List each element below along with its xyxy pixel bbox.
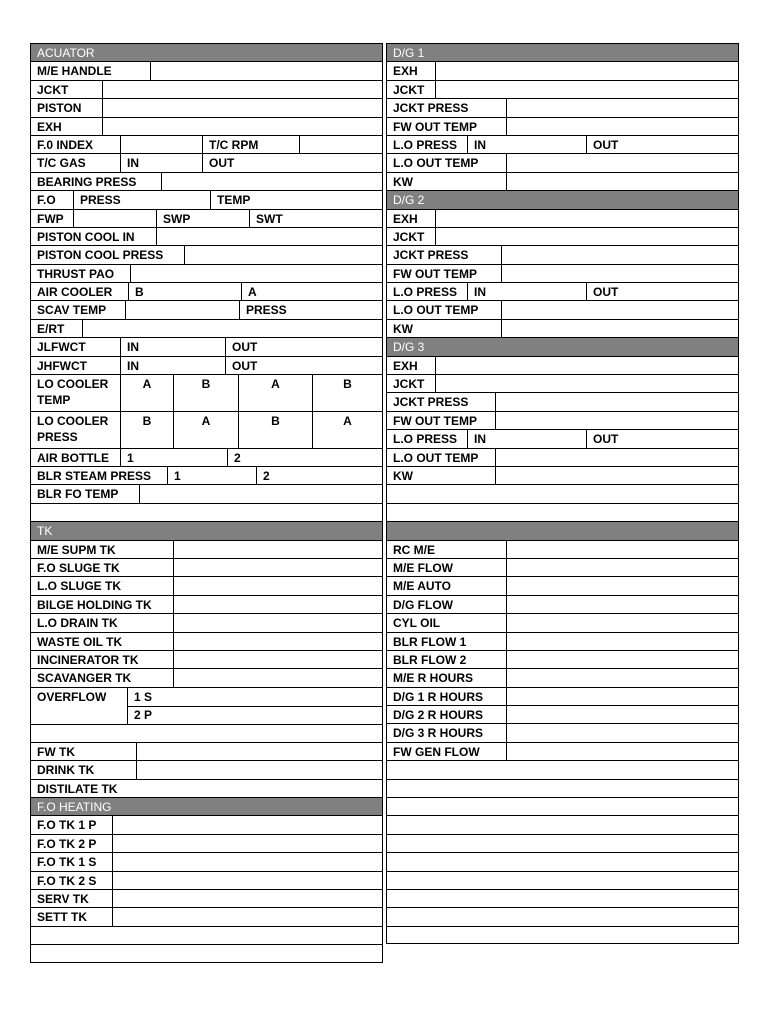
flow-row xyxy=(387,742,738,760)
fo-heating-label: SETT TK xyxy=(37,910,87,925)
air-cooler-b-label: B xyxy=(128,283,241,300)
blank-row[interactable] xyxy=(387,797,738,815)
jlfwct-out-label: OUT xyxy=(225,338,382,355)
dg3-lo-out-temp-field[interactable] xyxy=(495,449,738,466)
dg3-lo-press-in-label: IN xyxy=(467,430,586,447)
flow-label: M/E AUTO xyxy=(393,579,452,594)
jckt-label: JCKT xyxy=(37,82,69,97)
blank-row[interactable] xyxy=(31,724,382,742)
dg3-title: D/G 3 xyxy=(393,340,425,355)
overflow-1s-label: 1 S xyxy=(127,688,382,706)
flow-label: M/E FLOW xyxy=(393,560,453,575)
dg2-lo-press-row xyxy=(387,282,738,300)
tank-field[interactable] xyxy=(173,633,382,650)
lo-cooler-temp-row xyxy=(31,374,382,411)
dg2-jckt-row xyxy=(387,227,738,245)
fo-temp-label: TEMP xyxy=(210,191,382,208)
dg3-lo-press-label: L.O PRESS xyxy=(393,432,458,447)
swp-label: SWP xyxy=(156,210,249,227)
dg1-title: D/G 1 xyxy=(393,46,425,60)
fo-heating-label: F.O TK 1 S xyxy=(37,855,97,870)
bearing-press-label: BEARING PRESS xyxy=(37,174,137,189)
ert-field[interactable] xyxy=(82,320,382,337)
fo-index-row xyxy=(31,135,382,153)
swt-label: SWT xyxy=(249,210,382,227)
dg3-kw-field[interactable] xyxy=(495,467,738,484)
me-handle-label: M/E HANDLE xyxy=(37,64,112,79)
exh-label: EXH xyxy=(37,119,62,134)
tank-row xyxy=(31,576,382,594)
dg1-jckt-press-row xyxy=(387,98,738,116)
lo-cooler-press-col-1: B xyxy=(120,412,173,448)
blr-steam-press-label: BLR STEAM PRESS xyxy=(37,469,152,484)
dg3-kw-row xyxy=(387,466,738,484)
lo-cooler-press-label-line2: PRESS xyxy=(37,429,78,444)
air-bottle-row xyxy=(31,448,382,466)
blank-row[interactable] xyxy=(31,926,382,944)
blank-row[interactable] xyxy=(387,907,738,925)
dg1-lo-press-in-label: IN xyxy=(467,136,586,153)
fo-label: F.O xyxy=(37,193,56,208)
flow-row xyxy=(387,540,738,558)
dg3-fw-out-temp-field[interactable] xyxy=(495,412,738,429)
jhfwct-row xyxy=(31,356,382,374)
dg2-fw-out-temp-field[interactable] xyxy=(501,265,738,282)
dg1-jckt-press-field[interactable] xyxy=(506,99,738,116)
blank-row[interactable] xyxy=(387,760,738,778)
tank-row xyxy=(31,540,382,558)
fo-heating-field[interactable] xyxy=(112,908,382,925)
flow-label: BLR FLOW 1 xyxy=(393,634,467,649)
tank-label: L.O SLUGE TK xyxy=(37,579,121,594)
dg3-jckt-label: JCKT xyxy=(393,377,425,392)
fo-row xyxy=(31,190,382,208)
flow-field[interactable] xyxy=(506,541,738,558)
fo-index-label: F.0 INDEX xyxy=(37,137,94,152)
tank-row xyxy=(31,632,382,650)
air-bottle-label: AIR BOTTLE xyxy=(37,450,109,465)
scav-temp-field[interactable] xyxy=(125,301,239,318)
tank-field[interactable] xyxy=(173,596,382,613)
flow-row xyxy=(387,705,738,723)
exh-row xyxy=(31,117,382,135)
flow-row xyxy=(387,668,738,686)
flow-field[interactable] xyxy=(506,669,738,686)
dg1-lo-out-temp-field[interactable] xyxy=(506,154,738,171)
fo-heating-title: F.O HEATING xyxy=(37,800,112,815)
jhfwct-out-label: OUT xyxy=(225,357,382,374)
fwp-row xyxy=(31,209,382,227)
tc-rpm-label: T/C RPM xyxy=(202,136,299,153)
tank-label: F.O SLUGE TK xyxy=(37,560,120,575)
tank-label: INCINERATOR TK xyxy=(37,652,139,667)
dg3-exh-row xyxy=(387,356,738,374)
dg1-lo-press-out-label: OUT xyxy=(586,136,738,153)
dg1-kw-label: KW xyxy=(393,174,413,189)
dg2-jckt-press-row xyxy=(387,245,738,263)
dg1-kw-row xyxy=(387,172,738,190)
jckt-field[interactable] xyxy=(102,81,382,98)
piston-cool-press-label: PISTON COOL PRESS xyxy=(37,248,164,263)
piston-cool-in-label: PISTON COOL IN xyxy=(37,229,135,244)
dg2-lo-out-temp-row xyxy=(387,300,738,318)
fo-heating-label: SERV TK xyxy=(37,892,89,907)
tc-gas-in-label: IN xyxy=(120,154,202,171)
lo-cooler-temp-col-2: B xyxy=(173,375,238,411)
dg1-section-header xyxy=(387,43,738,61)
tk-title: TK xyxy=(37,524,53,539)
blank-row[interactable] xyxy=(387,852,738,870)
flow-label: CYL OIL xyxy=(393,616,441,631)
blank-row[interactable] xyxy=(387,926,738,944)
blank-row[interactable] xyxy=(387,834,738,852)
piston-field[interactable] xyxy=(102,99,382,116)
dg1-fw-out-temp-row xyxy=(387,117,738,135)
blank-row[interactable] xyxy=(31,503,382,521)
dg3-jckt-press-row xyxy=(387,392,738,410)
scav-press-label: PRESS xyxy=(239,301,382,318)
blank-row[interactable] xyxy=(31,944,382,962)
tank-row xyxy=(31,668,382,686)
dg1-exh-label: EXH xyxy=(393,64,418,79)
dg1-jckt-field[interactable] xyxy=(435,81,738,98)
lo-cooler-press-row xyxy=(31,411,382,448)
dg3-exh-label: EXH xyxy=(393,358,418,373)
dg3-section-header xyxy=(387,337,738,355)
dg2-title: D/G 2 xyxy=(393,193,425,208)
fo-heating-row xyxy=(31,852,382,870)
dg3-jckt-field[interactable] xyxy=(435,375,738,392)
flow-label: D/G FLOW xyxy=(393,597,453,612)
actuator-section-header xyxy=(31,43,382,61)
dg2-lo-out-temp-label: L.O OUT TEMP xyxy=(393,303,479,318)
lo-cooler-press-label-line1: LO COOLER xyxy=(37,413,109,428)
scav-temp-row xyxy=(31,300,382,318)
flow-field[interactable] xyxy=(506,633,738,650)
dg3-exh-field[interactable] xyxy=(435,357,738,374)
piston-cool-in-row xyxy=(31,227,382,245)
blank-row[interactable] xyxy=(387,889,738,907)
fo-heating-field[interactable] xyxy=(112,872,382,889)
fw-tk-label: FW TK xyxy=(37,744,75,759)
tk-section-header xyxy=(31,521,382,539)
me-handle-row xyxy=(31,61,382,79)
blr-steam-2-label: 2 xyxy=(256,467,382,484)
tc-gas-label: T/C GAS xyxy=(37,156,86,171)
bearing-press-field[interactable] xyxy=(161,173,382,190)
tank-label: BILGE HOLDING TK xyxy=(37,597,152,612)
jlfwct-label: JLFWCT xyxy=(37,340,86,355)
tc-gas-row xyxy=(31,153,382,171)
flow-title xyxy=(387,522,738,539)
piston-cool-press-row xyxy=(31,245,382,263)
dg2-jckt-press-label: JCKT PRESS xyxy=(393,248,469,263)
flow-row xyxy=(387,650,738,668)
overflow-row xyxy=(31,687,382,724)
ert-label: E/RT xyxy=(37,321,65,336)
tank-label: M/E SUPM TK xyxy=(37,542,116,557)
blr-fo-temp-label: BLR FO TEMP xyxy=(37,487,119,502)
fo-heating-row xyxy=(31,834,382,852)
distilate-tk-label: DISTILATE TK xyxy=(37,781,118,796)
jhfwct-label: JHFWCT xyxy=(37,358,87,373)
exh-field[interactable] xyxy=(102,118,382,135)
lo-cooler-temp-label-line2: TEMP xyxy=(37,393,71,408)
jckt-row xyxy=(31,80,382,98)
flow-label: D/G 2 R HOURS xyxy=(393,708,484,723)
flow-field[interactable] xyxy=(506,706,738,723)
fo-heating-section-header xyxy=(31,797,382,815)
flow-field[interactable] xyxy=(506,743,738,760)
lo-cooler-press-col-3: B xyxy=(238,412,312,448)
jlfwct-in-label: IN xyxy=(120,338,225,355)
flow-row xyxy=(387,558,738,576)
tank-field[interactable] xyxy=(173,614,382,631)
dg1-kw-field[interactable] xyxy=(506,173,738,190)
tank-row xyxy=(31,595,382,613)
dg1-lo-press-label: L.O PRESS xyxy=(393,137,458,152)
fo-heating-row xyxy=(31,889,382,907)
blank-row[interactable] xyxy=(387,484,738,502)
fo-press-label: PRESS xyxy=(73,191,210,208)
ert-row xyxy=(31,319,382,337)
air-bottle-2-label: 2 xyxy=(227,449,382,466)
fo-index-field[interactable] xyxy=(120,136,202,153)
air-bottle-1-label: 1 xyxy=(120,449,227,466)
flow-field[interactable] xyxy=(506,596,738,613)
dg2-lo-press-label: L.O PRESS xyxy=(393,285,458,300)
fw-tk-field[interactable] xyxy=(136,743,382,760)
dg1-lo-out-temp-row xyxy=(387,153,738,171)
flow-row xyxy=(387,576,738,594)
dg2-jckt-label: JCKT xyxy=(393,229,425,244)
dg2-lo-out-temp-field[interactable] xyxy=(501,301,738,318)
dg3-fw-out-temp-row xyxy=(387,411,738,429)
flow-label: D/G 1 R HOURS xyxy=(393,689,484,704)
air-cooler-a-label: A xyxy=(241,283,382,300)
dg2-lo-press-out-label: OUT xyxy=(586,283,738,300)
tank-field[interactable] xyxy=(173,559,382,576)
dg2-exh-row xyxy=(387,209,738,227)
distilate-tk-row xyxy=(31,779,382,797)
flow-label: D/G 3 R HOURS xyxy=(393,726,484,741)
fo-heating-label: F.O TK 1 P xyxy=(37,818,97,833)
dg1-lo-out-temp-label: L.O OUT TEMP xyxy=(393,156,479,171)
fo-heating-row xyxy=(31,871,382,889)
dg2-kw-label: KW xyxy=(393,321,413,336)
flow-row xyxy=(387,723,738,741)
flow-field[interactable] xyxy=(506,559,738,576)
dg2-fw-out-temp-row xyxy=(387,264,738,282)
fo-heating-row xyxy=(31,907,382,925)
dg1-jckt-row xyxy=(387,80,738,98)
piston-cool-in-field[interactable] xyxy=(156,228,382,245)
flow-row xyxy=(387,613,738,631)
blr-fo-temp-field[interactable] xyxy=(139,485,382,502)
tank-label: L.O DRAIN TK xyxy=(37,616,118,631)
flow-row xyxy=(387,632,738,650)
fo-heating-field[interactable] xyxy=(112,890,382,907)
jhfwct-in-label: IN xyxy=(120,357,225,374)
tc-gas-out-label: OUT xyxy=(202,154,382,171)
lo-cooler-temp-col-4: B xyxy=(312,375,382,411)
dg1-jckt-label: JCKT xyxy=(393,82,425,97)
flow-row xyxy=(387,595,738,613)
dg1-exh-field[interactable] xyxy=(435,62,738,79)
flow-field[interactable] xyxy=(506,688,738,705)
blank-row[interactable] xyxy=(387,871,738,889)
fo-heating-field[interactable] xyxy=(112,816,382,833)
actuator-title: ACUATOR xyxy=(37,46,95,60)
tank-label: SCAVANGER TK xyxy=(37,671,132,686)
overflow-label: OVERFLOW xyxy=(37,689,107,704)
tc-rpm-field[interactable] xyxy=(299,136,382,153)
tank-row xyxy=(31,613,382,631)
tank-row xyxy=(31,650,382,668)
flow-row xyxy=(387,687,738,705)
dg1-jckt-press-label: JCKT PRESS xyxy=(393,101,469,116)
air-cooler-label: AIR COOLER xyxy=(37,285,113,300)
flow-label: BLR FLOW 2 xyxy=(393,652,467,667)
dg1-lo-press-row xyxy=(387,135,738,153)
drink-tk-row xyxy=(31,760,382,778)
dg3-lo-press-out-label: OUT xyxy=(586,430,738,447)
flow-field[interactable] xyxy=(506,724,738,741)
dg2-jckt-field[interactable] xyxy=(435,228,738,245)
dg2-lo-press-in-label: IN xyxy=(467,283,586,300)
fo-heating-field[interactable] xyxy=(112,853,382,870)
tank-row xyxy=(31,558,382,576)
lo-cooler-press-col-4: A xyxy=(312,412,382,448)
blr-fo-temp-row xyxy=(31,484,382,502)
lo-cooler-press-label xyxy=(31,412,120,448)
dg3-fw-out-temp-label: FW OUT TEMP xyxy=(393,413,477,428)
blr-steam-press-row xyxy=(31,466,382,484)
dg2-exh-field[interactable] xyxy=(435,210,738,227)
blank-row[interactable] xyxy=(387,779,738,797)
fo-heating-label: F.O TK 2 S xyxy=(37,873,97,888)
flow-label: FW GEN FLOW xyxy=(393,744,480,759)
lo-cooler-press-col-2: A xyxy=(173,412,238,448)
flow-field[interactable] xyxy=(506,651,738,668)
dg3-jckt-press-label: JCKT PRESS xyxy=(393,395,469,410)
tank-field[interactable] xyxy=(173,651,382,668)
dg3-kw-label: KW xyxy=(393,468,413,483)
flow-label: M/E R HOURS xyxy=(393,671,474,686)
tank-field[interactable] xyxy=(173,669,382,686)
piston-cool-press-field[interactable] xyxy=(184,246,382,263)
thrust-pao-field[interactable] xyxy=(130,265,382,282)
lo-cooler-temp-label xyxy=(31,375,120,411)
drink-tk-field[interactable] xyxy=(136,761,382,778)
dg3-lo-out-temp-label: L.O OUT TEMP xyxy=(393,450,479,465)
blank-row[interactable] xyxy=(387,503,738,521)
fo-heating-label: F.O TK 2 P xyxy=(37,836,97,851)
jlfwct-row xyxy=(31,337,382,355)
dg3-lo-press-row xyxy=(387,429,738,447)
me-handle-field[interactable] xyxy=(150,62,382,79)
dg1-fw-out-temp-label: FW OUT TEMP xyxy=(393,119,477,134)
lo-cooler-temp-label-line1: LO COOLER xyxy=(37,377,109,392)
scav-temp-label: SCAV TEMP xyxy=(37,303,107,318)
blr-steam-1-label: 1 xyxy=(167,467,256,484)
flow-label: RC M/E xyxy=(393,542,435,557)
flow-section-header xyxy=(387,521,738,539)
fwp-field[interactable] xyxy=(73,210,156,227)
air-cooler-row xyxy=(31,282,382,300)
dg1-fw-out-temp-field[interactable] xyxy=(506,118,738,135)
tank-field[interactable] xyxy=(173,577,382,594)
dg2-fw-out-temp-label: FW OUT TEMP xyxy=(393,266,477,281)
tank-field[interactable] xyxy=(173,541,382,558)
dg3-jckt-press-field[interactable] xyxy=(495,393,738,410)
dg2-section-header xyxy=(387,190,738,208)
flow-field[interactable] xyxy=(506,577,738,594)
fw-tk-row xyxy=(31,742,382,760)
dg2-jckt-press-field[interactable] xyxy=(501,246,738,263)
fo-heating-row xyxy=(31,815,382,833)
thrust-pao-label: THRUST PAO xyxy=(37,266,115,281)
drink-tk-label: DRINK TK xyxy=(37,763,95,778)
dg3-lo-out-temp-row xyxy=(387,448,738,466)
piston-row xyxy=(31,98,382,116)
fwp-label: FWP xyxy=(37,211,64,226)
blank-row[interactable] xyxy=(387,815,738,833)
bearing-press-row xyxy=(31,172,382,190)
thrust-pao-row xyxy=(31,264,382,282)
dg3-jckt-row xyxy=(387,374,738,392)
tank-label: WASTE OIL TK xyxy=(37,634,123,649)
overflow-2p-label: 2 P xyxy=(127,706,382,723)
dg2-exh-label: EXH xyxy=(393,211,418,226)
dg1-exh-row xyxy=(387,61,738,79)
piston-label: PISTON xyxy=(37,101,82,116)
right-log-panel xyxy=(386,43,739,944)
fo-heating-field[interactable] xyxy=(112,835,382,852)
dg2-kw-field[interactable] xyxy=(501,320,738,337)
left-log-panel xyxy=(30,43,383,963)
lo-cooler-temp-col-3: A xyxy=(238,375,312,411)
lo-cooler-temp-col-1: A xyxy=(120,375,173,411)
flow-field[interactable] xyxy=(506,614,738,631)
dg2-kw-row xyxy=(387,319,738,337)
